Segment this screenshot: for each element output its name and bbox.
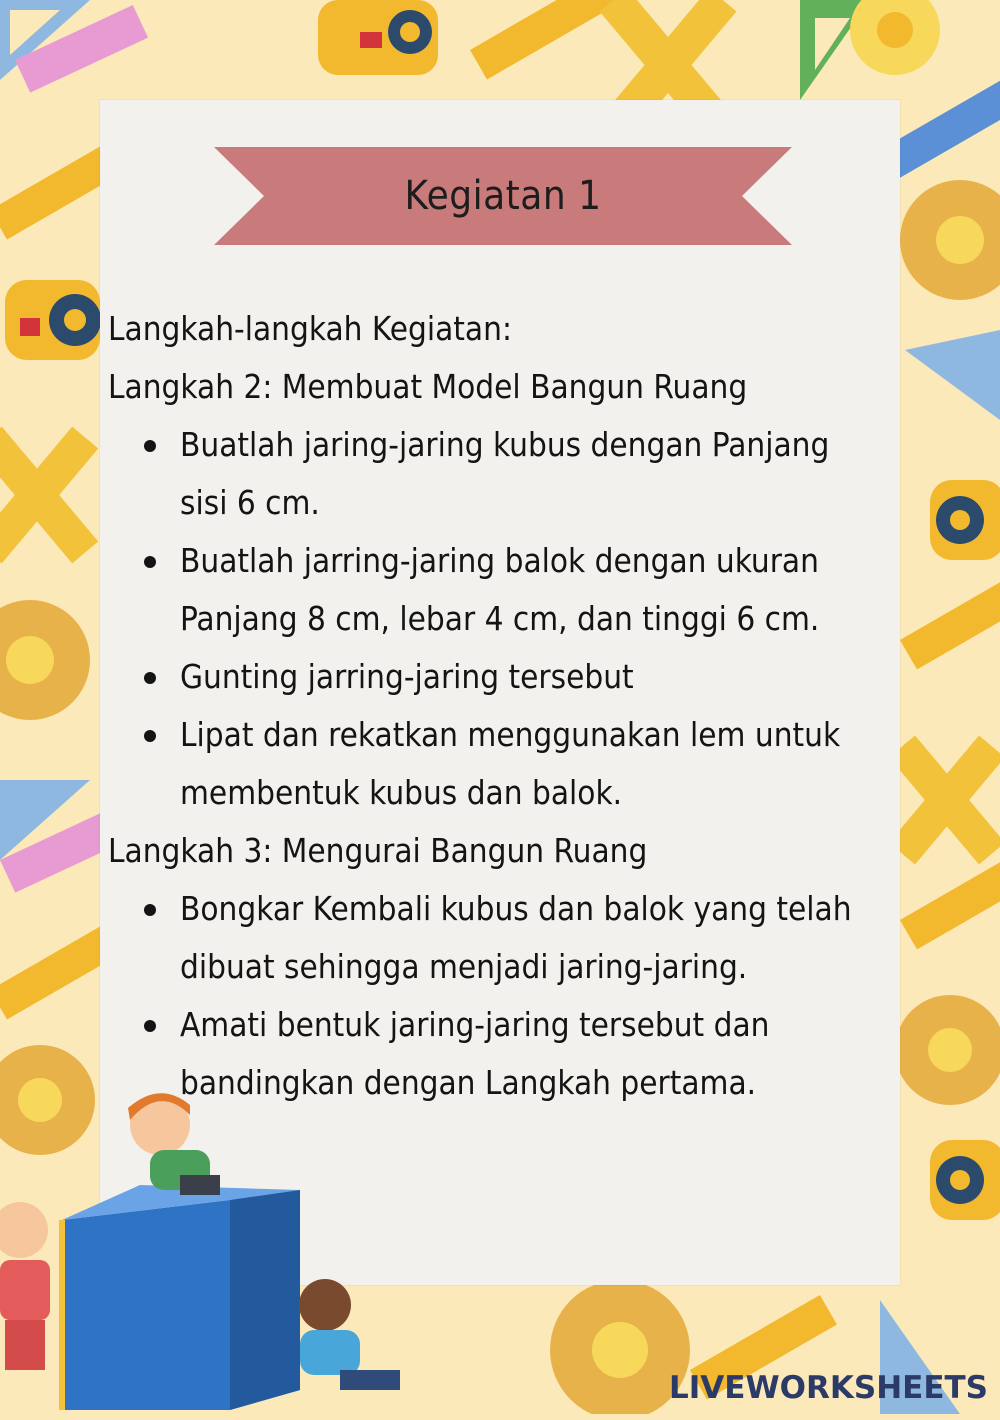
bullet-icon xyxy=(144,904,156,916)
kids-with-cube-illustration xyxy=(0,1090,420,1420)
step-list xyxy=(108,416,898,822)
bullet-icon xyxy=(144,730,156,742)
tape-measure-icon xyxy=(5,280,101,360)
set-square-icon xyxy=(905,330,1000,420)
tape-measure-icon xyxy=(930,480,1000,560)
bullet-icon xyxy=(144,440,156,452)
ruler-icon xyxy=(470,0,617,79)
list-item: Bongkar Kembali kubus dan balok yang telah dibuat sehingga menjadi jaring-jaring. xyxy=(180,880,898,996)
step-heading: Langkah 2: Membuat Model Bangun Ruang xyxy=(108,367,748,406)
bullet-icon xyxy=(144,1020,156,1032)
activity-content xyxy=(108,300,898,1112)
tape-measure-icon xyxy=(930,1140,1000,1220)
list-item: Buatlah jarring-jaring balok dengan ukuran Panjang 8 cm, lebar 4 cm, dan tinggi 6 cm. xyxy=(180,532,898,648)
intro-heading: Langkah-langkah Kegiatan: xyxy=(108,309,512,348)
liveworksheets-watermark[interactable]: LIVEWORKSHEETS xyxy=(669,1370,988,1406)
list-item: Amati bentuk jaring-jaring tersebut dan bandingkan dengan Langkah pertama. xyxy=(180,996,898,1112)
step-list xyxy=(108,880,898,1112)
list-item: Gunting jarring-jaring tersebut xyxy=(180,648,898,706)
ruler-icon xyxy=(900,855,1000,949)
tape-measure-icon xyxy=(318,0,438,75)
crossed-rulers-icon xyxy=(0,427,98,564)
list-item: Lipat dan rekatkan menggunakan lem untuk membentuk kubus dan balok. xyxy=(180,706,898,822)
crossed-rulers-icon xyxy=(889,735,1000,864)
step-heading: Langkah 3: Mengurai Bangun Ruang xyxy=(108,831,648,870)
banner-title: Kegiatan 1 xyxy=(404,173,602,219)
list-item: Buatlah jaring-jaring kubus dengan Panjang sisi 6 cm. xyxy=(180,416,898,532)
bullet-icon xyxy=(144,672,156,684)
ruler-icon xyxy=(900,575,1000,669)
bullet-icon xyxy=(144,556,156,568)
